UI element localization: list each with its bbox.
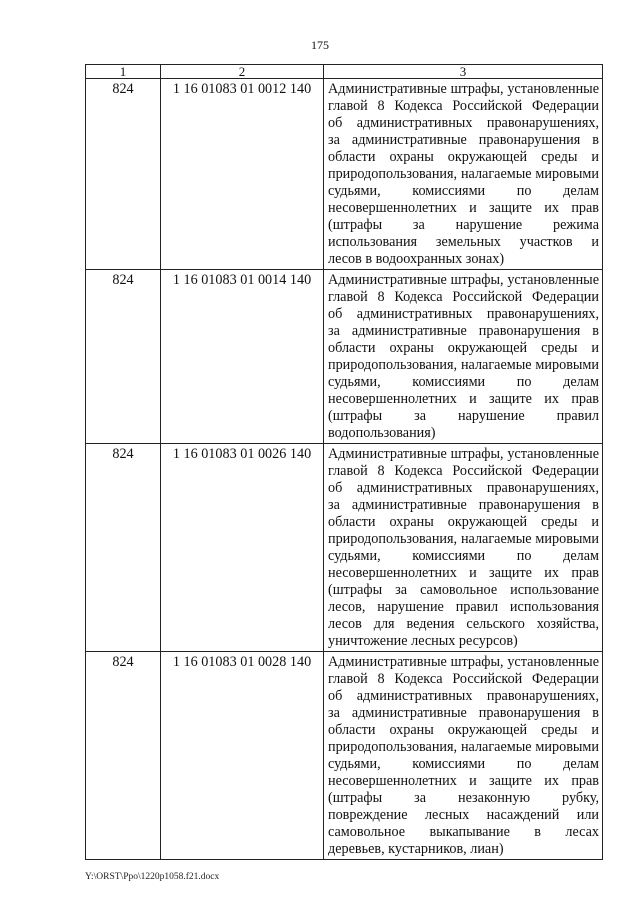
description-line: лесов в водоохранных зонах) [328, 251, 505, 267]
description-line: лесов, нарушение правил использования [328, 599, 599, 615]
description-line: самовольное выкапывание в лесах [328, 824, 599, 840]
description-line: водопользования) [328, 425, 436, 441]
description-line: Административные штрафы, установленные [328, 272, 599, 288]
description-line: несовершеннолетних и защите их прав [328, 200, 599, 216]
kbk-code-cell: 1 16 01083 01 0012 140 [161, 79, 324, 270]
description-line: за административные правонарушения в [328, 497, 599, 513]
description-line: главой 8 Кодекса Российской Федерации [328, 289, 599, 305]
column-header-1: 1 [86, 65, 161, 79]
kbk-code-cell: 1 16 01083 01 0026 140 [161, 444, 324, 652]
description-cell [324, 444, 603, 652]
description-line: об административных правонарушениях, [328, 480, 599, 496]
description-line: Административные штрафы, установленные [328, 654, 599, 670]
description-line: несовершеннолетних и защите их прав [328, 391, 599, 407]
description-line: (штрафы за нарушение режима [328, 217, 599, 233]
table-row [86, 270, 603, 444]
page-number: 175 [311, 38, 329, 52]
description-line: за административные правонарушения в [328, 323, 599, 339]
description-line: за административные правонарушения в [328, 132, 599, 148]
description-line: Административные штрафы, установленные [328, 446, 599, 462]
admin-code-cell: 824 [86, 79, 161, 270]
file-path-footer: Y:\ORST\Ppo\1220p1058.f21.docx [85, 872, 220, 882]
admin-code-cell: 824 [86, 444, 161, 652]
description-line: Административные штрафы, установленные [328, 81, 599, 97]
description-line: природопользования, налагаемые мировыми [328, 531, 599, 547]
description-line: несовершеннолетних и защите их прав [328, 565, 599, 581]
description-line: об административных правонарушениях, [328, 115, 599, 131]
table-body [86, 79, 603, 860]
description-line: области охраны окружающей среды и [328, 149, 599, 165]
table-row [86, 79, 603, 270]
column-header-3: 3 [324, 65, 603, 79]
description-line: главой 8 Кодекса Российской Федерации [328, 671, 599, 687]
description-line: судьями, комиссиями по делам [328, 756, 599, 772]
budget-codes-table [85, 64, 603, 860]
description-line: за административные правонарушения в [328, 705, 599, 721]
description-line: (штрафы за самовольное использование [328, 582, 599, 598]
description-line: лесов для ведения сельского хозяйства, [328, 616, 599, 632]
description-line: несовершеннолетних и защите их прав [328, 773, 599, 789]
description-cell [324, 270, 603, 444]
description-line: об административных правонарушениях, [328, 688, 599, 704]
description-line: главой 8 Кодекса Российской Федерации [328, 98, 599, 114]
description-cell [324, 79, 603, 270]
table-row [86, 444, 603, 652]
kbk-code-cell: 1 16 01083 01 0014 140 [161, 270, 324, 444]
description-line: судьями, комиссиями по делам [328, 548, 599, 564]
description-line: природопользования, налагаемые мировыми [328, 739, 599, 755]
description-line: об административных правонарушениях, [328, 306, 599, 322]
description-line: природопользования, налагаемые мировыми [328, 357, 599, 373]
description-line: (штрафы за незаконную рубку, [328, 790, 599, 806]
description-line: (штрафы за нарушение правил [328, 408, 599, 424]
description-line: уничтожение лесных ресурсов) [328, 633, 518, 649]
column-header-2: 2 [161, 65, 324, 79]
admin-code-cell: 824 [86, 270, 161, 444]
description-line: повреждение лесных насаждений или [328, 807, 599, 823]
table-header-row [86, 65, 603, 79]
description-line: главой 8 Кодекса Российской Федерации [328, 463, 599, 479]
description-line: области охраны окружающей среды и [328, 722, 599, 738]
kbk-code-cell: 1 16 01083 01 0028 140 [161, 652, 324, 860]
description-line: области охраны окружающей среды и [328, 340, 599, 356]
description-line: судьями, комиссиями по делам [328, 183, 599, 199]
description-line: области охраны окружающей среды и [328, 514, 599, 530]
description-cell [324, 652, 603, 860]
description-line: судьями, комиссиями по делам [328, 374, 599, 390]
admin-code-cell: 824 [86, 652, 161, 860]
table-row [86, 652, 603, 860]
description-line: природопользования, налагаемые мировыми [328, 166, 599, 182]
description-line: деревьев, кустарников, лиан) [328, 841, 504, 857]
description-line: использования земельных участков и [328, 234, 599, 250]
